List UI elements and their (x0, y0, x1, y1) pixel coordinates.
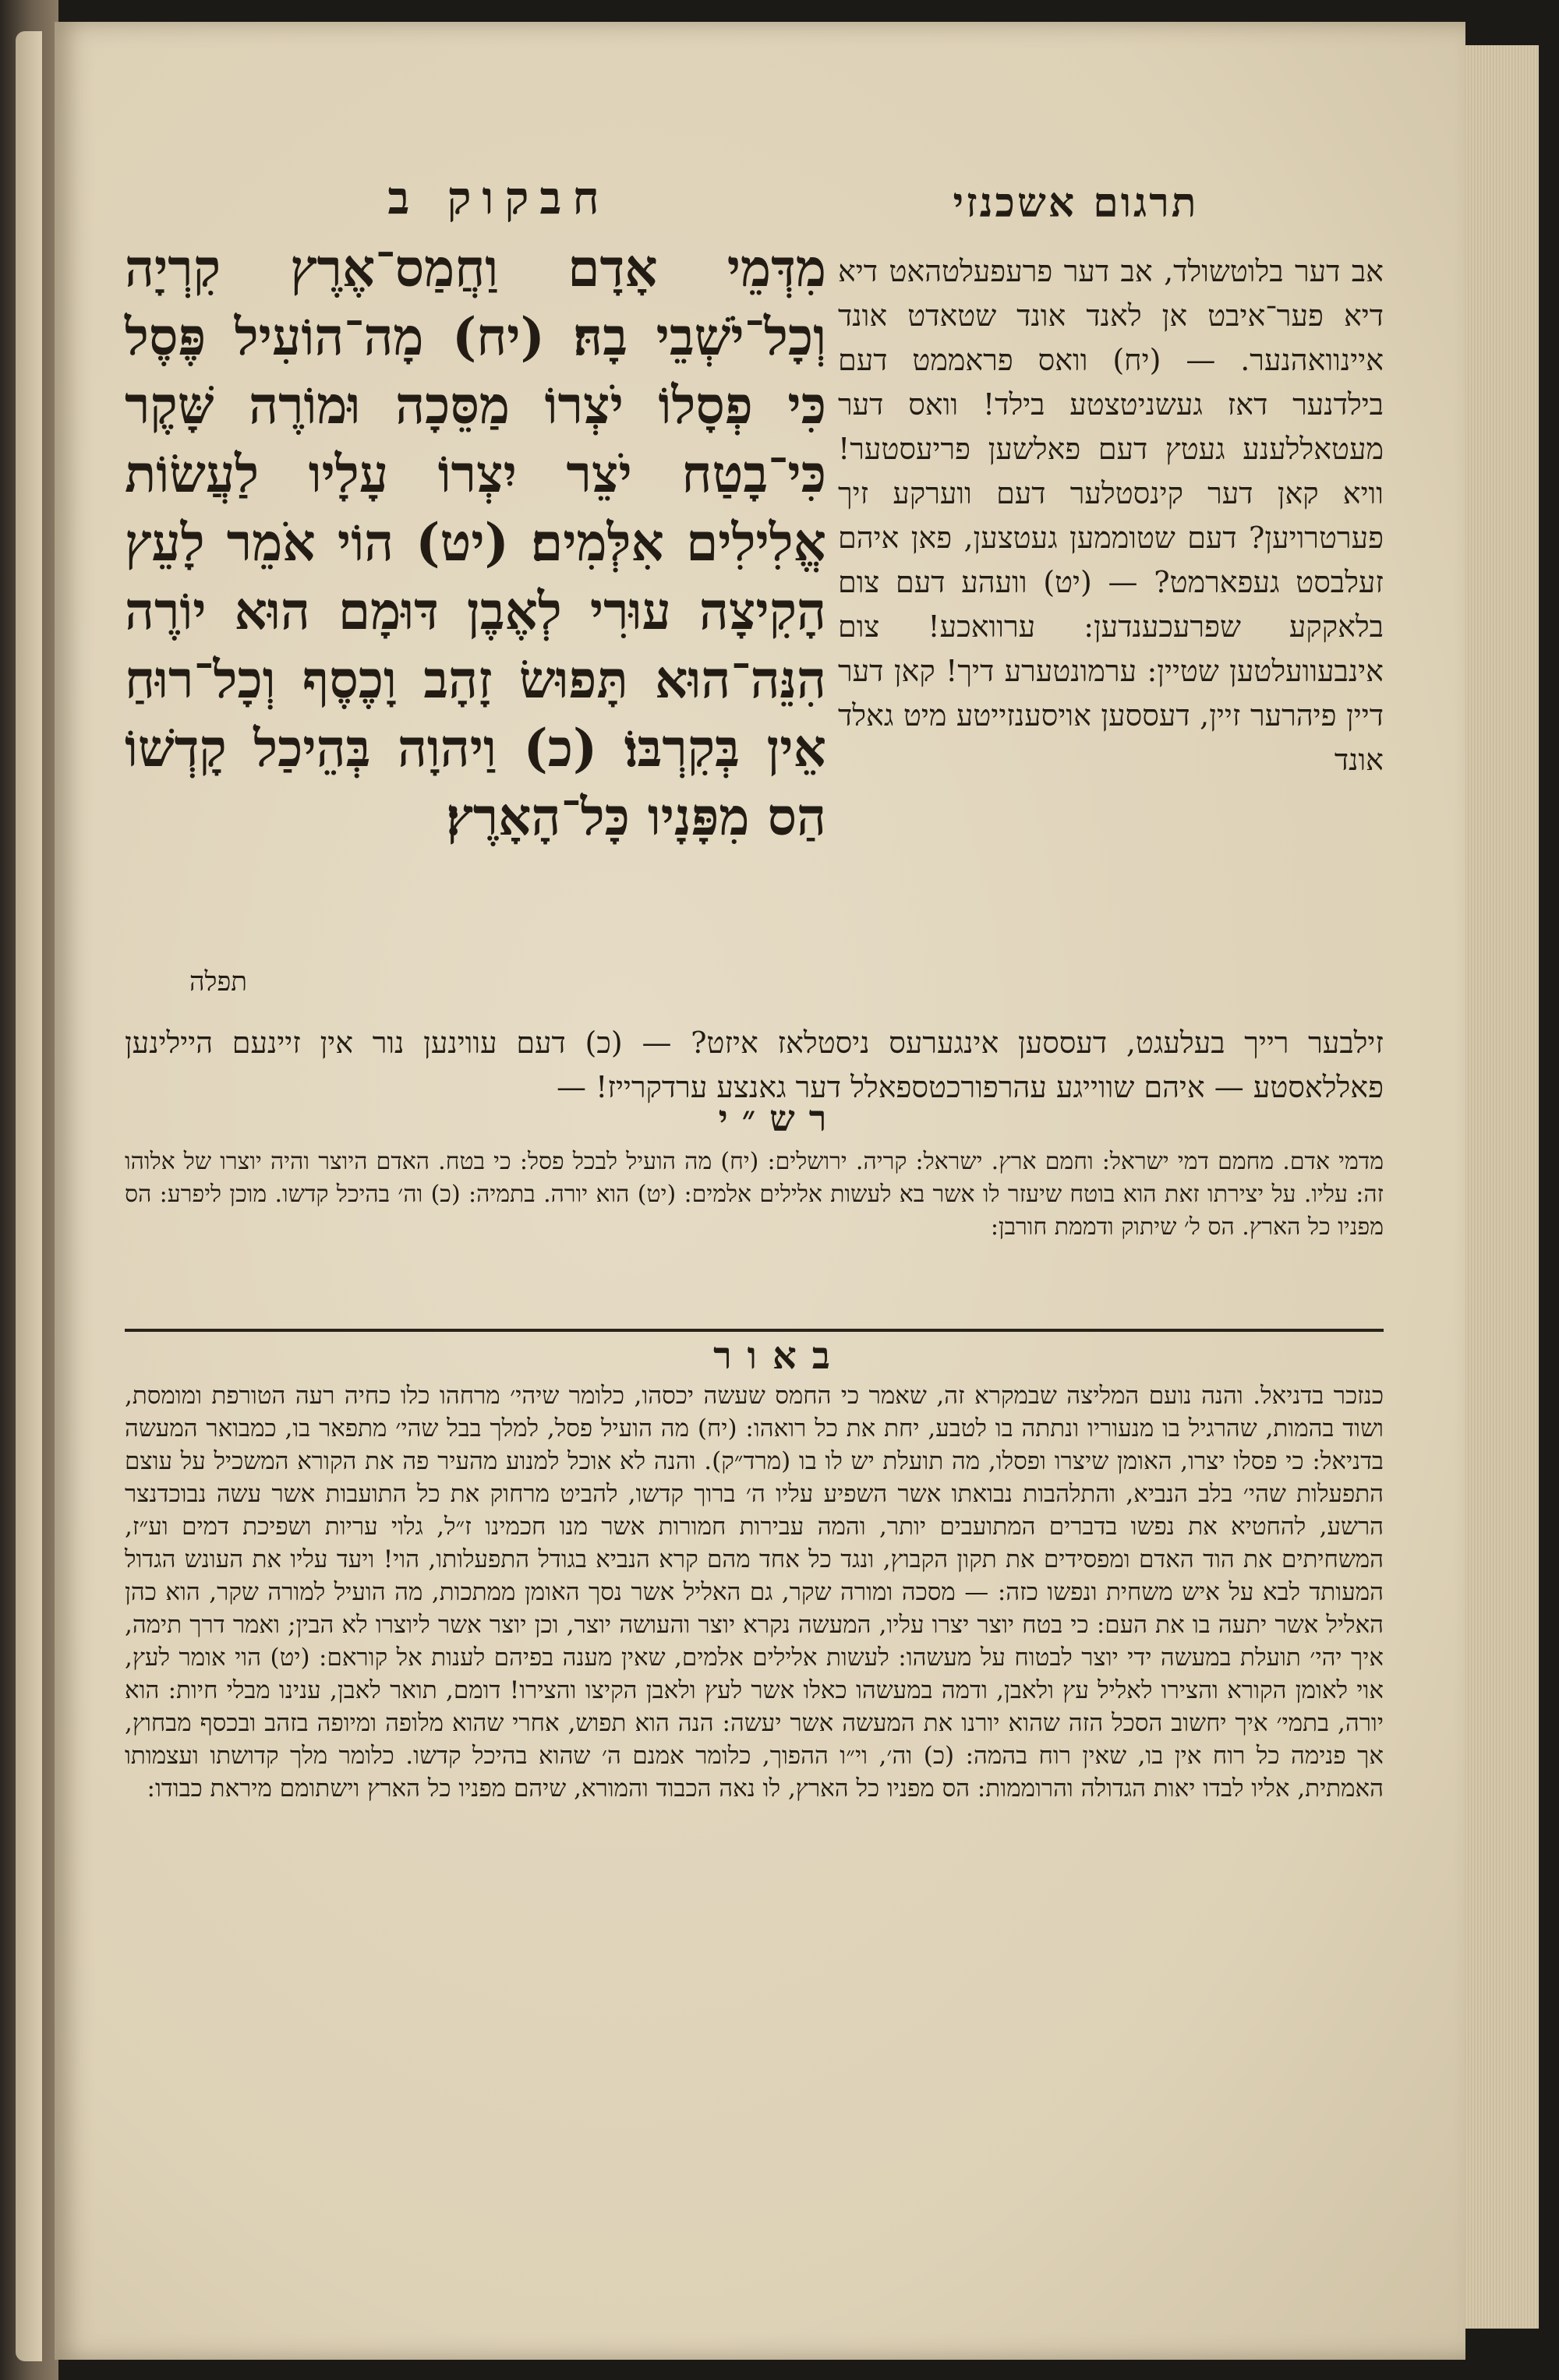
scripture-text: מִדְּמֵי אָדָם וַחֲמַס־אֶרֶץ קִרְיָה וְכָל־יֹשְׁבֵי בָהּ׃ (יח) מָה־הוֹעִיל פֶּסֶל כִּי פְסָלוֹ יֹצְרוֹ מַסֵּכָה וּמוֹרֶה שָּׁקֶר כִּי־בָטַח יֹצֵר יִצְרוֹ עָלָיו לַעֲשׂוֹת אֱלִילִים אִלְּמִים׃ (יט) הוֹי אֹמֵר לָעֵץ הָקִיצָה עוּרִי לְאֶבֶן דּוּמָם הוּא יוֹרֶה הִנֵּה־הוּא תָּפוּשׂ זָהָב וָכֶסֶף וְכָל־רוּחַ אֵין בְּקִרְבּוֹ׃ (כ) וַיהוָה בְּהֵיכַל קָדְשׁוֹ הַס מִפָּנָיו כָּל־הָאָרֶץ׃ (125, 238, 826, 847)
biur-commentary: כנזכר בדניאל. והנה נועם המליצה שבמקרא זה, שאמר כי החמס שעשה יכסהו, כלומר שיהי׳ מרחהו כלו כחיה רעה הטורפת ומומסת, ושוד בהמות, שהרגיל בו מנעוריו ונתתה בו לטבע, יחת את כל רואהו: (יח) מה הועיל פסל, למלך בבל שהי׳ מתפאר בו, כמבואר המעשה בדניאל: כי פסלו יצרו, האומן שיצרו ופסלו, מה תועלת יש לו בו (מרד״ק). והנה לא אוכל למנוע מהעיר פה את הקורא המשכיל על עוצם התפעלות שהי׳ בלב הנביא, והתלהבות נבואתו אשר השפיע עליו ה׳ ברוך קדשו, להביט מרחוק את כל התועבות אשר עשה נבוכדנצר הרשע, להחטיא את נפשו בדברים המתועבים יותר, והמה עבירות חמורות אשר מנו חכמינו ז״ל, גלוי עריות ושפיכת דמים וע״ז, המשחיתים את הוד האדם ומפסידים את תקון הקבוץ, ונגד כל אחד מהם קרא הנביא בגודל התפעלותו, הוי! ויעד עליו את העונש הגדול המעותד לבא על איש משחית ונפשו כזה: — מסכה ומורה שקר, גם האליל אשר נסך האומן ממתכות, מה הועיל למורה שקר, הוא כהן האליל אשר יתעה בו את העם: כי בטח יוצר יצרו עליו, המעשה נקרא יוצר והעושה יוצר, וכן יוצר אשר ליוצרו לא הבין; ואמר דרך תימה, איך יהי׳ תועלת במעשה ידי יוצר לבטוח על מעשהו: לעשות אלילים אלמים, שאין מענה בפיהם לענות אל קוראם: (יט) הוי אומר לעץ, אוי לאומן הקורא והצירו לאליל עץ ולאבן, ודמה במעשהו כאלו אשר לעץ ולאבן הקיצו והצירו! דומם, תואר לאבן, ענינו מבלי חיות: הוא יורה, בתמי׳ איך יחשוב הסכל הזה שהוא יורנו את המעשה אשר יעשה: הנה הוא תפוש, אחרי שהוא מלופה ומיופה בזהב ובכסף מבחוץ, אך פנימה כל רוח אין בו, שאין רוח בהמה: (כ) וה׳, וי״ו ההפוך, כלומר אמנם ה׳ שהוא בהיכל קדשו. כלומר מלך קדושתו ועצמותו האמתית, אליו לבדו יאות הגדולה והרוממות: הס מפניו כל הארץ, לו נאה הכבוד והמורא, שיהם מפניו כל הארץ וישתומם מיראת כבודו: (125, 1382, 1384, 1803)
targum-continuation: זילבער רייך בעלעגט, דעססען אינגערעס ניסטלאז איזט? — (כ) דעם עווינען נור אין זיינעם היילינען פאללאסטע — איהם שווייגע עהרפורכטספאלל דער גאנצע ערדקרייז! — (125, 1026, 1384, 1104)
biur-heading: באור (713, 1334, 846, 1378)
section-divider (125, 1329, 1384, 1332)
left-page-shadow (0, 0, 58, 2380)
rashi-commentary: מדמי אדם. מחמם דמי ישראל: וחמם ארץ. ישראל: קריה. ירושלים: (יח) מה הועיל לבכל פסל: כי בטח. האדם היוצר והיה יוצרו של אלוהו זה: עליו. על יצירתו זאת הוא בוטח שיעזר לו אשר בא לעשות אלילים אלמים: (יט) הוא יורה. בתמיה: (כ) וה׳ בהיכל קדשו. מוכן ליפרע: הס מפניו כל הארץ. הס ל׳ שיתוק ודממת חורבן: (125, 1148, 1384, 1241)
targum-column: אב דער בלוטשולד, אב דער פרעפעלטהאט דיא דיא פער־איבט אן לאנד אונד שטאדט אונד איינוואהנער. — (יח) וואס פראממט דעם בילדנער דאז געשניטצטע בילד! וואס דער מעטאללענע געטץ דעם פאלשען פריעסטער! וויא קאן דער קינסטלער דעם ווערקע זיך פערטרויען? דעם שטוממען געטצען, פאן איהם זעלבסט געפארמט? — (יט) וועהע דעם צום בלאקקע שפרעכענדען: ערוואכע! צום אינבעוועלטען שטיין: ערמונטערע דיך! קאן דער דיין פיהרער זיין, דעססען אויסענזייטע מיט גאלד אונד (838, 254, 1384, 777)
targum-header: תרגום אשכנזי (953, 179, 1199, 227)
left-page-edge (16, 31, 42, 2361)
selah-label: תפלה (189, 966, 247, 998)
rashi-heading: רש״י (718, 1097, 841, 1139)
book-chapter-header: חבקוק ב (387, 171, 610, 224)
